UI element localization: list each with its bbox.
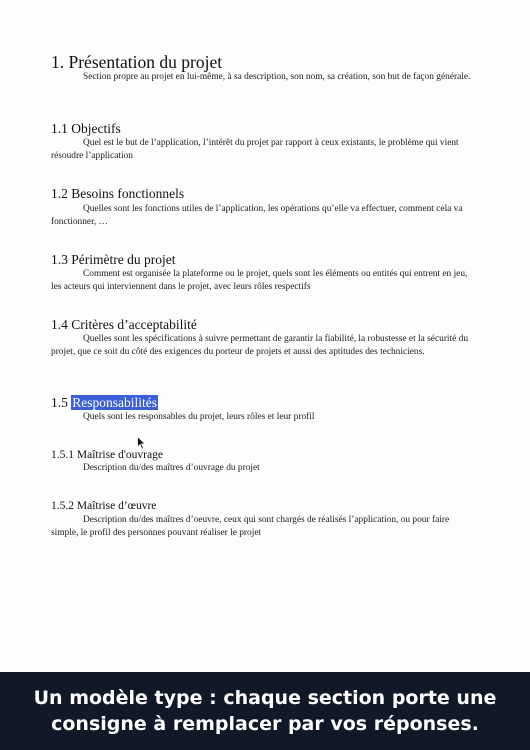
text-maitrise-oeuvre: Description du/des maîtres d’oeuvre, ceux qui sont chargés de réalisés l’application, ou pour faire simple, le profil des personnes pouvant réaliser le projet bbox=[51, 515, 450, 538]
caption-banner bbox=[0, 672, 530, 750]
section-title: 1. Présentation du projet bbox=[51, 52, 223, 72]
text-objectifs: Quel est le but de l’application, l’intérêt du projet par rapport à ceux existants, le problème qui vient résoudre l’application bbox=[51, 138, 459, 161]
section-intro: Section propre au projet en lui-même, à sa description, son nom, sa création, son but de façon générale. bbox=[83, 72, 471, 82]
heading-criteres: 1.4 Critères d’acceptabilité bbox=[51, 317, 197, 332]
caption-text: Un modèle type : chaque section porte une consigne à remplacer par vos réponses. bbox=[33, 687, 497, 735]
heading-objectifs: 1.1 Objectifs bbox=[51, 121, 121, 136]
heading-maitrise-ouvrage: 1.5.1 Maîtrise d'ouvrage bbox=[51, 449, 163, 461]
text-responsabilites: Quels sont les responsables du projet, leurs rôles et leur profil bbox=[83, 412, 315, 422]
heading-perimetre: 1.3 Périmètre du projet bbox=[51, 252, 176, 267]
mouse-pointer-icon bbox=[137, 436, 146, 450]
text-perimetre: Comment est organisée la plateforme ou le projet, quels sont les éléments ou entités qui entrent en jeu, les acteurs qui interviennent dans le projet, avec leurs rôles respectifs bbox=[51, 269, 468, 292]
text-criteres: Quelles sont les spécifications à suivre permettant de garantir la fiabilité, la robustesse et la sécurité du projet, que ce soit du côté des exigences du porteur de projets et aussi des aptitudes des techniciens. bbox=[51, 334, 469, 357]
text-maitrise-ouvrage: Description du/des maîtres d’ouvrage du projet bbox=[83, 463, 260, 473]
heading-responsabilites bbox=[51, 395, 158, 411]
text-besoins: Quelles sont les fonctions utiles de l’application, les opérations qu’elle va effectuer, comment cela va fonctionner, … bbox=[51, 204, 463, 227]
heading-number: 1.5 bbox=[51, 395, 68, 410]
selected-text[interactable]: Responsabilités bbox=[72, 395, 157, 410]
heading-maitrise-oeuvre: 1.5.2 Maîtrise d’œuvre bbox=[51, 500, 157, 512]
heading-besoins: 1.2 Besoins fonctionnels bbox=[51, 186, 185, 201]
